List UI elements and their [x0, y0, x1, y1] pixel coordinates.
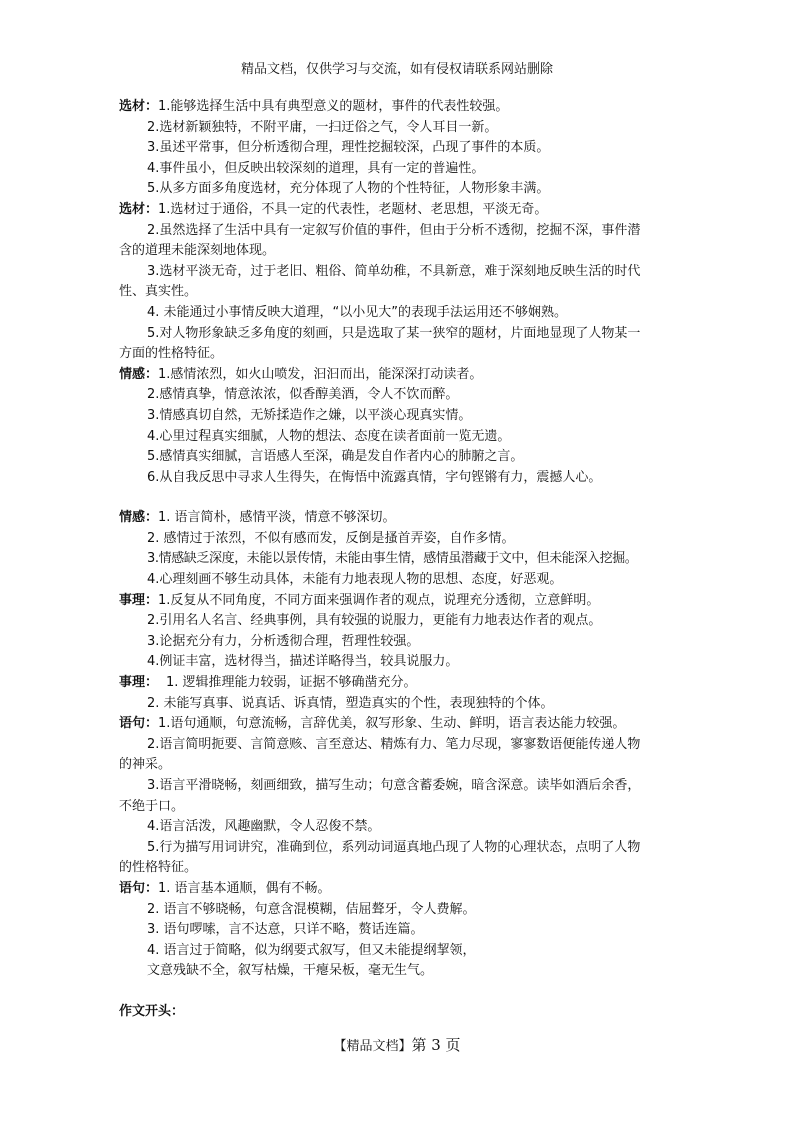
section-label: 语句：	[119, 716, 159, 732]
shili-bad-line-1	[119, 673, 679, 694]
list-item: 1.选材过于通俗，不具一定的代表性，老题材、老思想，平淡无奇。	[158, 201, 548, 217]
qinggan-good-line-1	[119, 365, 679, 386]
list-item: 2.选材新颖独特，不附平庸，一扫迂俗之气，令人耳目一新。	[147, 119, 498, 135]
list-item: 2.虽然选择了生活中具有一定叙写价值的事件，但由于分析不透彻，挖掘不深，事件潜	[147, 222, 641, 238]
list-item: 2.感情真挚，情意浓浓，似香醇美酒，令人不饮而醉。	[147, 387, 459, 403]
list-item: 4. 未能通过小事情反映大道理，“以小见大”的表现手法运用还不够娴熟。	[147, 304, 568, 320]
list-item: 1. 逻辑推理能力较弱，证据不够确凿充分。	[166, 675, 417, 691]
list-item: 3.语言平滑晓畅，刻画细致，描写生动；句意含蓄委婉，暗含深意。读毕如酒后余香，	[147, 778, 641, 793]
list-item-continuation: 方面的性格特征。	[119, 346, 224, 362]
paragraph-gap	[119, 982, 679, 1002]
document-body	[119, 97, 679, 1023]
list-item: 4.心理刻画不够生动具体，未能有力地表现人物的思想、态度，好恶观。	[147, 572, 563, 588]
xuancai-good-line-1	[119, 97, 679, 118]
page-number: 第 3 页	[411, 1036, 461, 1054]
list-item-continuation: 含的道理未能深刻地体现。	[119, 243, 276, 259]
list-item: 1. 语言基本通顺，偶有不畅。	[158, 880, 331, 896]
list-item: 3. 语句啰嗦，言不达意，只详不略，赘话连篇。	[147, 922, 424, 938]
list-item: 1.感情浓烈，如火山喷发，汩汩而出，能深深打动读者。	[158, 366, 483, 382]
list-item: 4.语言活泼，风趣幽默，令人忍俊不禁。	[147, 819, 381, 835]
list-item: 2. 语言不够晓畅，句意含混模糊，佶屈聱牙，令人费解。	[147, 901, 476, 917]
section-heading-kaitou: 作文开头：	[119, 1003, 185, 1019]
list-item: 6.从自我反思中寻求人生得失，在悔悟中流露真情，字句铿锵有力，震撼人心。	[147, 469, 602, 485]
page-footer	[0, 1034, 794, 1055]
paragraph-gap	[119, 488, 679, 508]
section-label: 情感：	[119, 510, 159, 526]
section-label: 事理：	[119, 675, 159, 691]
list-item: 3.虽述平常事，但分析透彻合理，理性挖掘较深，凸现了事件的本质。	[147, 140, 550, 156]
list-item: 5.行为描写用词讲究，准确到位，系列动词逼真地凸现了人物的心理状态，点明了人物	[147, 839, 641, 855]
document-header: 精品文档，仅供学习与交流，如有侵权请联系网站删除	[240, 62, 553, 77]
list-item: 4. 语言过于简略，似为纲要式叙写，但又未能提纲挈领，	[147, 942, 476, 958]
shili-good-line-1	[119, 591, 679, 612]
list-item-continuation: 性、真实性。	[119, 284, 198, 300]
list-item: 1.语句通顺，句意流畅，言辞优美，叙写形象、生动、鲜明，语言表达能力较强。	[158, 716, 626, 732]
list-item: 2. 感情过于浓烈，不似有感而发，反倒是搔首弄姿，自作多情。	[147, 530, 515, 546]
list-item: 1.反复从不同角度，不同方面来强调作者的观点，说理充分透彻，立意鲜明。	[158, 592, 600, 608]
section-label: 事理：	[119, 592, 159, 608]
list-item: 5.从多方面多角度选材，充分体现了人物的个性特征，人物形象丰满。	[147, 181, 550, 197]
list-item: 5.感情真实细腻，言语感人至深，确是发自作者内心的肺腑之言。	[147, 449, 524, 465]
list-item: 4.心里过程真实细腻，人物的想法、态度在读者面前一览无遗。	[147, 428, 511, 444]
list-item-continuation: 不绝于口。	[119, 798, 185, 814]
list-item: 1. 语言简朴，感情平淡，情意不够深切。	[158, 510, 396, 526]
list-item-continuation: 的性格特征。	[119, 860, 198, 876]
section-label: 情感：	[119, 366, 159, 382]
yuju-good-line-1	[119, 714, 679, 735]
section-label: 语句：	[119, 880, 159, 896]
list-item: 2.引用名人名言、经典事例，具有较强的说服力，更能有力地表达作者的观点。	[147, 613, 602, 629]
list-item: 3.选材平淡无奇，过于老旧、粗俗、简单幼稚，不具新意，难于深刻地反映生活的时代	[147, 263, 641, 279]
section-label: 选材：	[119, 99, 159, 114]
list-item: 4.例证丰富，选材得当，描述详略得当，较具说服力。	[147, 654, 459, 670]
list-item: 2. 未能写真事、说真话、诉真情，塑造真实的个性，表现独特的个体。	[147, 695, 554, 711]
list-item: 2.语言简明扼要、言简意赅、言至意达、精炼有力、笔力尽现，寥寥数语便能传递人物	[147, 736, 641, 752]
list-item: 5.对人物形象缺乏多角度的刻画，只是选取了某一狭窄的题材，片面地显现了人物某一	[147, 325, 641, 341]
list-item: 3.情感缺乏深度，未能以景传情，未能由事生情，感情虽潜藏于文中，但未能深入挖掘。	[147, 551, 638, 567]
list-item: 3.情感真切自然，无矫揉造作之嫌，以平淡心现真实情。	[147, 407, 472, 423]
yuju-bad-line-1	[119, 879, 679, 900]
list-item: 4.事件虽小，但反映出较深刻的道理，具有一定的普遍性。	[147, 160, 485, 176]
list-item: 3.论据充分有力，分析透彻合理，哲理性较强。	[147, 633, 420, 649]
qinggan-bad-line-1	[119, 508, 679, 529]
xuancai-bad-line-1	[119, 200, 679, 221]
list-item: 文意残缺不全，叙写枯燥，干瘪呆板，毫无生气。	[147, 963, 434, 979]
section-label: 选材：	[119, 201, 159, 217]
footer-tag: 【精品文档】	[333, 1039, 412, 1054]
list-item-continuation: 的神采。	[119, 757, 172, 773]
list-item: 1.能够选择生活中具有典型意义的题材，事件的代表性较强。	[158, 99, 509, 114]
